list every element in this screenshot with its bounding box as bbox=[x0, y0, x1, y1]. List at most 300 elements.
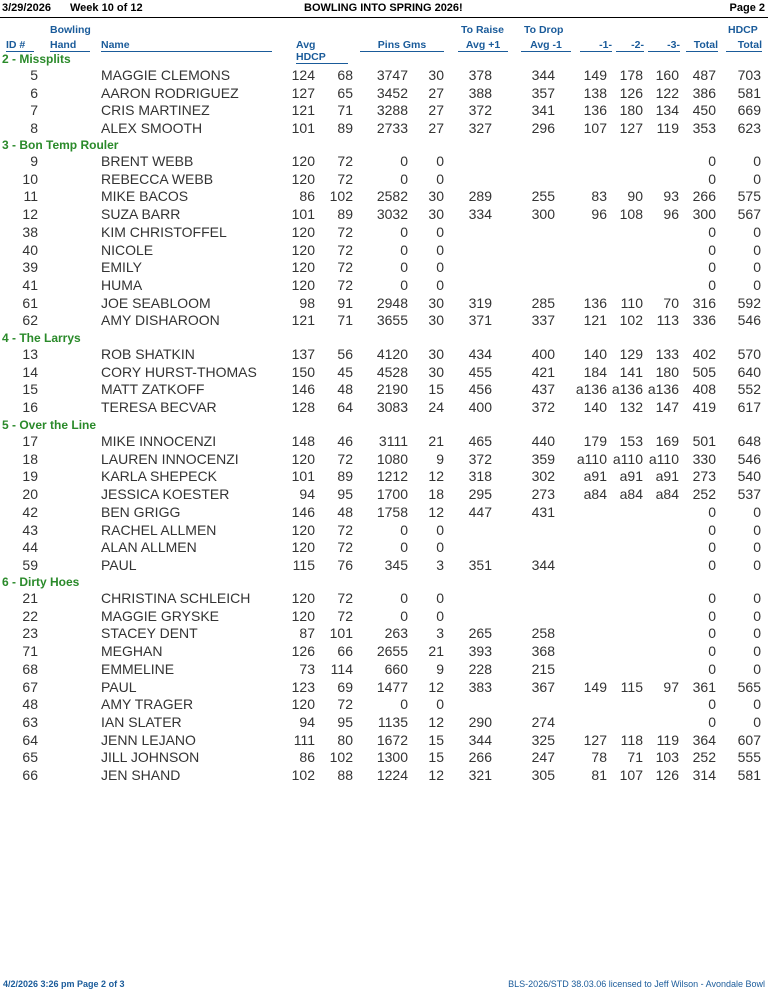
cell-avg: 101 bbox=[291, 120, 315, 137]
col-pins-gms: Pins Gms bbox=[360, 39, 444, 52]
cell-to-raise: 455 bbox=[468, 363, 492, 380]
cell-to-raise: 388 bbox=[468, 84, 492, 101]
cell-id: 18 bbox=[22, 450, 38, 467]
cell-avg: 120 bbox=[291, 241, 315, 258]
cell-to-raise: 334 bbox=[468, 206, 492, 223]
cell-game-1: 96 bbox=[591, 206, 607, 223]
cell-game-2: 178 bbox=[619, 67, 643, 83]
cell-to-raise: 465 bbox=[468, 433, 492, 449]
cell-id: 11 bbox=[23, 188, 38, 205]
cell-game-3: 160 bbox=[655, 67, 679, 83]
cell-name: LAUREN INNOCENZI bbox=[101, 450, 239, 467]
cell-hdcp-total: 0 bbox=[753, 643, 761, 660]
cell-avg: 86 bbox=[299, 749, 315, 766]
col-hdcp: HDCP bbox=[728, 24, 758, 36]
cell-hdcp-total: 0 bbox=[753, 607, 761, 624]
cell-hdcp: 72 bbox=[337, 539, 353, 556]
cell-to-drop: 215 bbox=[531, 660, 555, 677]
cell-hdcp: 95 bbox=[337, 486, 353, 503]
cell-total: 364 bbox=[692, 731, 716, 748]
cell-hdcp: 72 bbox=[337, 521, 353, 538]
cell-game-3: 113 bbox=[656, 312, 679, 329]
cell-gms: 12 bbox=[428, 468, 444, 485]
team-header: 5 - Over the Line bbox=[2, 418, 97, 432]
cell-name: MIKE INNOCENZI bbox=[101, 433, 217, 449]
cell-gms: 0 bbox=[436, 590, 444, 606]
cell-game-2: a110 bbox=[612, 450, 643, 467]
cell-gms: 0 bbox=[436, 276, 444, 293]
cell-pins: 4528 bbox=[376, 363, 408, 380]
cell-total: 361 bbox=[692, 678, 716, 695]
cell-gms: 0 bbox=[436, 259, 444, 276]
cell-name: JENN LEJANO bbox=[101, 731, 196, 748]
cell-name: EMMELINE bbox=[101, 660, 175, 677]
team-header: 4 - The Larrys bbox=[2, 331, 81, 345]
cell-pins: 0 bbox=[400, 696, 408, 713]
cell-gms: 3 bbox=[436, 556, 444, 573]
cell-avg: 87 bbox=[299, 625, 315, 642]
cell-pins: 3747 bbox=[376, 67, 408, 83]
cell-hdcp-total: 0 bbox=[753, 223, 761, 240]
cell-hdcp-total: 546 bbox=[737, 312, 761, 329]
cell-gms: 30 bbox=[428, 294, 444, 311]
cell-gms: 0 bbox=[436, 607, 444, 624]
cell-to-raise: 434 bbox=[468, 346, 492, 362]
cell-name: CRIS MARTINEZ bbox=[101, 102, 210, 119]
cell-pins: 1758 bbox=[376, 503, 408, 520]
cell-avg: 126 bbox=[291, 643, 315, 660]
cell-name: KIM CHRISTOFFEL bbox=[101, 223, 227, 240]
cell-gms: 12 bbox=[428, 503, 444, 520]
cell-total: 0 bbox=[708, 660, 716, 677]
cell-to-drop: 300 bbox=[531, 206, 555, 223]
cell-pins: 2948 bbox=[376, 294, 408, 311]
cell-to-drop: 344 bbox=[531, 556, 555, 573]
cell-to-raise: 393 bbox=[468, 643, 492, 660]
cell-avg: 115 bbox=[292, 556, 315, 573]
cell-pins: 1672 bbox=[376, 731, 408, 748]
cell-total: 0 bbox=[708, 170, 716, 187]
col-avg-hdcp: Avg HDCP bbox=[296, 39, 348, 64]
footer-license: BLS-2026/STD 38.03.06 licensed to Jeff Wilson - Avondale Bowl bbox=[508, 979, 765, 989]
cell-hdcp: 56 bbox=[337, 346, 353, 362]
cell-hdcp-total: 0 bbox=[753, 521, 761, 538]
cell-hdcp-total: 0 bbox=[753, 170, 761, 187]
cell-name: AMY TRAGER bbox=[101, 696, 194, 713]
cell-id: 44 bbox=[22, 539, 38, 556]
cell-pins: 0 bbox=[400, 590, 408, 606]
cell-hdcp-total: 0 bbox=[753, 503, 761, 520]
cell-to-drop: 341 bbox=[531, 102, 555, 119]
cell-name: JESSICA KOESTER bbox=[101, 486, 230, 503]
cell-to-drop: 357 bbox=[531, 84, 555, 101]
cell-hdcp-total: 565 bbox=[737, 678, 761, 695]
cell-pins: 1477 bbox=[376, 678, 408, 695]
cell-to-raise: 447 bbox=[468, 503, 492, 520]
cell-total: 0 bbox=[708, 607, 716, 624]
cell-gms: 21 bbox=[428, 643, 444, 660]
cell-game-2: a84 bbox=[619, 486, 643, 503]
cell-avg: 102 bbox=[291, 767, 315, 783]
cell-total: 0 bbox=[708, 556, 716, 573]
cell-game-1: 138 bbox=[583, 84, 607, 101]
cell-hdcp: 102 bbox=[329, 188, 353, 205]
cell-gms: 0 bbox=[436, 696, 444, 713]
cell-name: ALEX SMOOTH bbox=[101, 120, 203, 137]
col-g2: -2- bbox=[616, 39, 644, 52]
cell-avg: 123 bbox=[291, 678, 315, 695]
cell-avg: 120 bbox=[291, 170, 315, 187]
cell-gms: 0 bbox=[436, 153, 444, 169]
cell-to-drop: 247 bbox=[531, 749, 555, 766]
cell-name: HUMA bbox=[101, 276, 143, 293]
cell-pins: 345 bbox=[384, 556, 408, 573]
cell-gms: 15 bbox=[428, 749, 444, 766]
cell-total: 0 bbox=[708, 643, 716, 660]
cell-avg: 111 bbox=[293, 731, 315, 748]
cell-name: CORY HURST-THOMAS bbox=[101, 363, 257, 380]
cell-total: 501 bbox=[692, 433, 716, 449]
cell-hdcp-total: 592 bbox=[737, 294, 761, 311]
cell-hdcp: 48 bbox=[337, 503, 353, 520]
cell-name: AARON RODRIGUEZ bbox=[101, 84, 239, 101]
cell-pins: 4120 bbox=[376, 346, 408, 362]
cell-to-raise: 327 bbox=[468, 120, 492, 137]
cell-to-drop: 431 bbox=[531, 503, 555, 520]
cell-to-drop: 359 bbox=[531, 450, 555, 467]
cell-total: 314 bbox=[692, 767, 716, 783]
cell-game-1: a91 bbox=[583, 468, 607, 485]
cell-gms: 30 bbox=[428, 346, 444, 362]
cell-to-raise: 372 bbox=[468, 102, 492, 119]
cell-gms: 15 bbox=[428, 381, 444, 398]
col-g3: -3- bbox=[648, 39, 680, 52]
cell-game-3: 70 bbox=[663, 294, 679, 311]
cell-to-raise: 289 bbox=[468, 188, 492, 205]
cell-to-raise: 319 bbox=[468, 294, 492, 311]
cell-gms: 18 bbox=[428, 486, 444, 503]
cell-to-raise: 351 bbox=[468, 556, 492, 573]
cell-total: 252 bbox=[692, 749, 716, 766]
cell-name: MEGHAN bbox=[101, 643, 163, 660]
cell-total: 0 bbox=[708, 696, 716, 713]
cell-name: MAGGIE GRYSKE bbox=[101, 607, 219, 624]
cell-name: MAGGIE CLEMONS bbox=[101, 67, 231, 83]
cell-game-1: 107 bbox=[583, 120, 607, 137]
cell-pins: 3083 bbox=[376, 399, 408, 416]
report-title: BOWLING INTO SPRING 2026! bbox=[304, 2, 463, 14]
cell-id: 65 bbox=[22, 749, 38, 766]
cell-total: 0 bbox=[708, 539, 716, 556]
cell-hdcp-total: 0 bbox=[753, 276, 761, 293]
cell-id: 13 bbox=[22, 346, 38, 362]
cell-hdcp: 72 bbox=[337, 696, 353, 713]
cell-game-3: 169 bbox=[655, 433, 679, 449]
cell-to-drop: 325 bbox=[531, 731, 555, 748]
cell-pins: 0 bbox=[400, 521, 408, 538]
cell-hdcp: 88 bbox=[337, 767, 353, 783]
cell-avg: 121 bbox=[291, 102, 315, 119]
cell-avg: 120 bbox=[291, 450, 315, 467]
cell-game-3: 133 bbox=[655, 346, 679, 362]
cell-gms: 21 bbox=[428, 433, 444, 449]
cell-gms: 27 bbox=[428, 120, 444, 137]
cell-name: KARLA SHEPECK bbox=[101, 468, 217, 485]
cell-hdcp-total: 703 bbox=[737, 67, 761, 83]
cell-total: 505 bbox=[692, 363, 716, 380]
cell-gms: 30 bbox=[428, 206, 444, 223]
cell-name: RACHEL ALLMEN bbox=[101, 521, 217, 538]
cell-avg: 120 bbox=[291, 521, 315, 538]
cell-hdcp: 72 bbox=[337, 153, 353, 169]
cell-total: 386 bbox=[692, 84, 716, 101]
report-page: Page 2 bbox=[729, 2, 765, 14]
cell-avg: 128 bbox=[291, 399, 315, 416]
cell-total: 419 bbox=[692, 399, 716, 416]
cell-pins: 1224 bbox=[376, 767, 408, 783]
cell-name: JOE SEABLOOM bbox=[101, 294, 211, 311]
cell-gms: 30 bbox=[428, 67, 444, 83]
cell-name: PAUL bbox=[101, 678, 137, 695]
cell-avg: 146 bbox=[291, 503, 315, 520]
cell-game-3: 97 bbox=[663, 678, 679, 695]
cell-pins: 263 bbox=[384, 625, 408, 642]
cell-name: TERESA BECVAR bbox=[101, 399, 217, 416]
cell-hdcp: 89 bbox=[337, 468, 353, 485]
cell-name: JEN SHAND bbox=[101, 767, 181, 783]
col-name: Name bbox=[101, 39, 272, 52]
cell-game-2: 141 bbox=[619, 363, 643, 380]
cell-hdcp: 66 bbox=[337, 643, 353, 660]
cell-hdcp-total: 623 bbox=[737, 120, 761, 137]
cell-name: PAUL bbox=[101, 556, 137, 573]
cell-id: 15 bbox=[22, 381, 38, 398]
cell-to-raise: 265 bbox=[468, 625, 492, 642]
cell-hdcp-total: 607 bbox=[737, 731, 761, 748]
cell-to-drop: 440 bbox=[531, 433, 555, 449]
cell-to-raise: 344 bbox=[468, 731, 492, 748]
cell-game-1: 149 bbox=[583, 678, 607, 695]
cell-hdcp: 46 bbox=[337, 433, 353, 449]
report-header bbox=[0, 0, 768, 18]
cell-game-3: 96 bbox=[663, 206, 679, 223]
cell-id: 68 bbox=[22, 660, 38, 677]
cell-pins: 0 bbox=[400, 170, 408, 187]
cell-avg: 120 bbox=[291, 607, 315, 624]
cell-to-drop: 400 bbox=[531, 346, 555, 362]
cell-hdcp: 72 bbox=[337, 170, 353, 187]
cell-hdcp: 72 bbox=[337, 223, 353, 240]
cell-to-drop: 344 bbox=[531, 67, 555, 83]
cell-game-1: a136 bbox=[575, 381, 607, 398]
cell-avg: 94 bbox=[299, 713, 315, 730]
cell-id: 40 bbox=[22, 241, 38, 258]
cell-avg: 120 bbox=[291, 539, 315, 556]
cell-name: REBECCA WEBB bbox=[101, 170, 214, 187]
cell-total: 0 bbox=[708, 276, 716, 293]
cell-hdcp: 89 bbox=[337, 206, 353, 223]
cell-to-drop: 372 bbox=[531, 399, 555, 416]
cell-pins: 660 bbox=[384, 660, 408, 677]
cell-pins: 3655 bbox=[376, 312, 408, 329]
cell-hdcp-total: 0 bbox=[753, 241, 761, 258]
cell-hdcp-total: 617 bbox=[737, 399, 761, 416]
cell-total: 450 bbox=[692, 102, 716, 119]
cell-pins: 0 bbox=[400, 153, 408, 169]
cell-id: 19 bbox=[22, 468, 38, 485]
cell-game-3: a110 bbox=[648, 450, 679, 467]
cell-id: 14 bbox=[22, 363, 38, 380]
cell-game-2: a91 bbox=[619, 468, 643, 485]
cell-name: AMY DISHAROON bbox=[101, 312, 220, 329]
cell-hdcp: 76 bbox=[337, 556, 353, 573]
cell-id: 6 bbox=[30, 84, 38, 101]
cell-to-drop: 421 bbox=[531, 363, 555, 380]
cell-gms: 0 bbox=[436, 539, 444, 556]
cell-avg: 120 bbox=[291, 259, 315, 276]
col-hdcp-total: Total bbox=[726, 39, 762, 52]
cell-game-2: 126 bbox=[619, 84, 643, 101]
cell-name: NICOLE bbox=[101, 241, 154, 258]
cell-to-raise: 266 bbox=[468, 749, 492, 766]
cell-game-1: 149 bbox=[583, 67, 607, 83]
cell-hdcp-total: 575 bbox=[737, 188, 761, 205]
cell-game-1: 140 bbox=[583, 399, 607, 416]
cell-game-3: 119 bbox=[656, 120, 679, 137]
col-avg-minus: Avg -1 bbox=[521, 39, 571, 52]
cell-name: IAN SLATER bbox=[101, 713, 182, 730]
cell-gms: 9 bbox=[436, 660, 444, 677]
cell-pins: 3288 bbox=[376, 102, 408, 119]
cell-hdcp-total: 0 bbox=[753, 696, 761, 713]
cell-hdcp: 72 bbox=[337, 450, 353, 467]
cell-pins: 0 bbox=[400, 539, 408, 556]
cell-total: 316 bbox=[692, 294, 716, 311]
team-header: 2 - Missplits bbox=[2, 52, 71, 66]
cell-hdcp-total: 0 bbox=[753, 590, 761, 606]
col-total: Total bbox=[686, 39, 718, 52]
col-avg-plus: Avg +1 bbox=[458, 39, 508, 52]
cell-total: 353 bbox=[692, 120, 716, 137]
report-date: 3/29/2026 bbox=[2, 2, 51, 14]
cell-avg: 146 bbox=[291, 381, 315, 398]
cell-pins: 1700 bbox=[376, 486, 408, 503]
cell-pins: 1135 bbox=[377, 713, 408, 730]
cell-pins: 0 bbox=[400, 241, 408, 258]
cell-to-raise: 378 bbox=[468, 67, 492, 83]
cell-hdcp: 72 bbox=[337, 607, 353, 624]
cell-game-2: 180 bbox=[619, 102, 643, 119]
cell-id: 41 bbox=[22, 276, 38, 293]
cell-id: 21 bbox=[22, 590, 38, 606]
cell-to-raise: 456 bbox=[468, 381, 492, 398]
cell-game-3: a84 bbox=[655, 486, 679, 503]
cell-pins: 2655 bbox=[376, 643, 408, 660]
cell-game-2: 127 bbox=[619, 120, 643, 137]
cell-total: 0 bbox=[708, 590, 716, 606]
cell-name: JILL JOHNSON bbox=[101, 749, 200, 766]
cell-game-2: 118 bbox=[620, 731, 643, 748]
cell-name: ALAN ALLMEN bbox=[101, 539, 197, 556]
cell-hdcp: 72 bbox=[337, 276, 353, 293]
cell-total: 300 bbox=[692, 206, 716, 223]
cell-total: 266 bbox=[692, 188, 716, 205]
cell-id: 59 bbox=[22, 556, 38, 573]
cell-pins: 0 bbox=[400, 259, 408, 276]
cell-id: 38 bbox=[22, 223, 38, 240]
cell-hdcp-total: 640 bbox=[737, 363, 761, 380]
cell-avg: 73 bbox=[299, 660, 315, 677]
cell-game-3: 122 bbox=[655, 84, 679, 101]
cell-id: 62 bbox=[22, 312, 38, 329]
cell-game-2: 132 bbox=[619, 399, 643, 416]
cell-game-1: 179 bbox=[583, 433, 607, 449]
cell-id: 42 bbox=[22, 503, 38, 520]
cell-total: 0 bbox=[708, 713, 716, 730]
report-week: Week 10 of 12 bbox=[70, 2, 143, 14]
cell-hdcp-total: 0 bbox=[753, 539, 761, 556]
cell-avg: 124 bbox=[291, 67, 315, 83]
cell-pins: 2733 bbox=[376, 120, 408, 137]
cell-hdcp-total: 537 bbox=[737, 486, 761, 503]
cell-hdcp-total: 552 bbox=[737, 381, 761, 398]
cell-to-drop: 273 bbox=[531, 486, 555, 503]
cell-to-drop: 258 bbox=[531, 625, 555, 642]
cell-hdcp: 72 bbox=[337, 259, 353, 276]
cell-hdcp: 91 bbox=[337, 294, 353, 311]
cell-gms: 9 bbox=[436, 450, 444, 467]
cell-id: 9 bbox=[30, 153, 38, 169]
cell-hdcp: 48 bbox=[337, 381, 353, 398]
col-hand: Hand bbox=[50, 39, 90, 52]
cell-hdcp: 45 bbox=[337, 363, 353, 380]
cell-id: 39 bbox=[22, 259, 38, 276]
col-id: ID # bbox=[6, 39, 34, 52]
cell-name: CHRISTINA SCHLEICH bbox=[101, 590, 251, 606]
cell-game-1: 127 bbox=[583, 731, 607, 748]
cell-total: 402 bbox=[692, 346, 716, 362]
cell-total: 0 bbox=[708, 223, 716, 240]
cell-to-drop: 368 bbox=[531, 643, 555, 660]
cell-avg: 101 bbox=[291, 206, 315, 223]
cell-to-raise: 400 bbox=[468, 399, 492, 416]
cell-id: 64 bbox=[22, 731, 38, 748]
cell-id: 63 bbox=[22, 713, 38, 730]
cell-hdcp-total: 555 bbox=[737, 749, 761, 766]
cell-id: 61 bbox=[22, 294, 38, 311]
cell-hdcp: 65 bbox=[337, 84, 353, 101]
cell-hdcp-total: 581 bbox=[737, 767, 761, 783]
cell-pins: 0 bbox=[400, 607, 408, 624]
cell-hdcp-total: 546 bbox=[737, 450, 761, 467]
cell-hdcp: 114 bbox=[330, 660, 353, 677]
cell-hdcp: 102 bbox=[329, 749, 353, 766]
cell-hdcp-total: 0 bbox=[753, 556, 761, 573]
cell-to-drop: 255 bbox=[531, 188, 555, 205]
cell-id: 8 bbox=[30, 120, 38, 137]
cell-hdcp-total: 567 bbox=[737, 206, 761, 223]
cell-gms: 0 bbox=[436, 223, 444, 240]
cell-id: 7 bbox=[30, 102, 38, 119]
cell-id: 22 bbox=[22, 607, 38, 624]
cell-to-raise: 371 bbox=[468, 312, 492, 329]
cell-game-3: a136 bbox=[647, 381, 679, 398]
cell-gms: 12 bbox=[428, 713, 444, 730]
cell-id: 5 bbox=[30, 67, 38, 83]
cell-total: 0 bbox=[708, 153, 716, 169]
cell-gms: 0 bbox=[436, 521, 444, 538]
cell-pins: 1212 bbox=[376, 468, 408, 485]
